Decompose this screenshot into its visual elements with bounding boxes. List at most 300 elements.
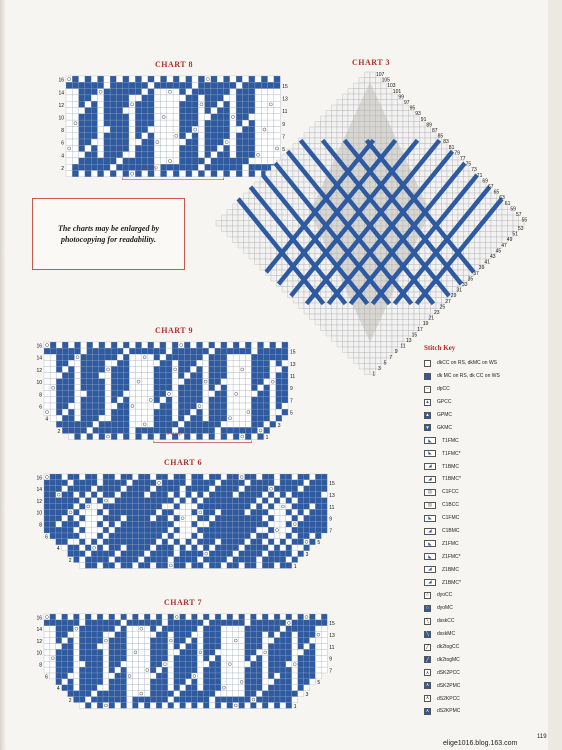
repeat-bracket [123, 178, 224, 180]
chart-cell [68, 373, 74, 379]
chart-cell [315, 515, 321, 521]
chart-cell [280, 504, 286, 510]
chart-cell [321, 509, 327, 515]
chart-cell [79, 673, 85, 679]
chart-cell [167, 89, 173, 95]
chart-cell [174, 515, 180, 521]
chart-cell [174, 527, 180, 533]
chart-cell [117, 397, 123, 403]
row-number-right: 15 [290, 349, 296, 356]
chart-cell [136, 342, 142, 348]
chart-3-row-number: 69 [482, 178, 488, 185]
chart-cell [274, 638, 280, 644]
chart-cell [172, 403, 178, 409]
chart-cell [50, 509, 56, 515]
chart-cell [85, 133, 91, 139]
chart-cell [258, 409, 264, 415]
chart-cell [215, 427, 221, 433]
chart-cell [162, 649, 168, 655]
chart-cell [178, 373, 184, 379]
chart-cell [91, 614, 97, 620]
chart-3-cell [337, 138, 343, 144]
chart-cell [79, 521, 85, 527]
chart-cell [154, 89, 160, 95]
chart-cell [56, 415, 62, 421]
chart-3-cell [343, 347, 349, 353]
chart-cell [180, 620, 186, 626]
chart-cell [186, 120, 192, 126]
chart-cell [168, 498, 174, 504]
chart-cell [156, 539, 162, 545]
chart-cell [215, 515, 221, 521]
chart-cell [192, 120, 198, 126]
chart-cell [215, 685, 221, 691]
row-number-right: 5 [282, 146, 285, 153]
chart-cell [99, 421, 105, 427]
chart-cell [186, 89, 192, 95]
chart-cell [197, 551, 203, 557]
chart-cell [256, 527, 262, 533]
row-number-right: 3 [277, 422, 281, 429]
chart-3-cell [398, 325, 404, 331]
chart-cell [304, 649, 310, 655]
chart-cell [186, 152, 192, 158]
chart-3-cell [420, 171, 426, 177]
chart-cell [286, 649, 292, 655]
chart-cell [298, 486, 304, 492]
chart-3-cell [299, 265, 305, 271]
chart-cell [123, 145, 129, 151]
chart-cell [315, 533, 321, 539]
chart-cell [85, 632, 91, 638]
chart-3-cell [392, 100, 398, 106]
chart-cell [161, 126, 167, 132]
chart-cell [68, 620, 74, 626]
chart-cell [268, 667, 274, 673]
row-number-right: 1 [265, 434, 269, 441]
chart-3-cell [332, 105, 338, 111]
chart-3-cell [304, 160, 310, 166]
chart-cell [282, 379, 288, 385]
chart-3-cell [414, 309, 420, 315]
chart-cell [68, 614, 74, 620]
chart-cell [74, 673, 80, 679]
chart-cell [203, 679, 209, 685]
chart-cell [56, 509, 62, 515]
chart-cell [245, 661, 251, 667]
white-square-icon [424, 360, 431, 367]
chart-cell [56, 354, 62, 360]
chart-cell [190, 373, 196, 379]
chart-cell [129, 348, 135, 354]
chart-cell [105, 403, 111, 409]
chart-cell [138, 539, 144, 545]
chart-cell [62, 366, 68, 372]
chart-cell [179, 82, 185, 88]
chart-cell [156, 638, 162, 644]
chart-cell [144, 673, 150, 679]
chart-3-row-number: 49 [506, 237, 513, 244]
chart-cell [104, 152, 110, 158]
chart-3-cell [354, 325, 360, 331]
chart-cell [98, 133, 104, 139]
chart-cell [245, 342, 251, 348]
chart-cell [197, 427, 203, 433]
chart-cell [215, 620, 221, 626]
chart-cell [127, 644, 133, 650]
chart-3-cell [453, 215, 459, 221]
chart-cell [286, 563, 292, 569]
chart-cell [162, 614, 168, 620]
chart-cell [186, 527, 192, 533]
chart-cell [85, 667, 91, 673]
chart-3-cell [403, 320, 409, 326]
chart-cell [136, 385, 142, 391]
chart-cell [115, 697, 121, 703]
chart-cell [144, 545, 150, 551]
chart-cell [215, 691, 221, 697]
chart-cell [203, 691, 209, 697]
chart-cell [245, 480, 251, 486]
chart-cell [197, 504, 203, 510]
chart-cell [180, 644, 186, 650]
chart-3-cell [321, 292, 327, 298]
row-number-right: 5 [290, 410, 293, 417]
chart-cell [117, 434, 123, 440]
chart-cell [44, 409, 50, 415]
chart-3-cell [453, 182, 459, 188]
chart-3-cell [321, 127, 327, 133]
chart-cell [304, 667, 310, 673]
chart-cell [298, 655, 304, 661]
chart-3-cell [392, 336, 398, 342]
chart-cell [166, 391, 172, 397]
chart-cell [258, 427, 264, 433]
chart-cell [91, 697, 97, 703]
chart-3-cell [332, 122, 338, 128]
chart-cell [50, 632, 56, 638]
chart-cell [87, 385, 93, 391]
chart-3-row-number: 47 [501, 242, 507, 249]
chart-cell [215, 342, 221, 348]
chart-cell [197, 474, 203, 480]
chart-cell [209, 515, 215, 521]
chart-cell [115, 498, 121, 504]
chart-cell [97, 557, 103, 563]
chart-cell [274, 563, 280, 569]
chart-cell [79, 114, 85, 120]
chart-cell [221, 632, 227, 638]
chart-cell [186, 685, 192, 691]
chart-cell [205, 164, 211, 170]
chart-cell [203, 620, 209, 626]
chart-cell [174, 638, 180, 644]
row-number-right: 11 [329, 644, 335, 651]
chart-cell [138, 480, 144, 486]
chart-3-cell [475, 259, 481, 265]
chart-3-row-number: 31 [456, 287, 462, 294]
chart-cell [105, 379, 111, 385]
chart-cell [186, 171, 192, 177]
chart-cell [280, 614, 286, 620]
chart-3-cell [304, 188, 310, 194]
chart-cell [215, 703, 221, 709]
chart-cell [262, 498, 268, 504]
chart-3-row-number: 43 [490, 254, 496, 260]
chart-cell [186, 557, 192, 563]
chart-cell [75, 397, 81, 403]
chart-cell [44, 385, 50, 391]
chart-cell [221, 379, 227, 385]
chart-cell [123, 164, 129, 170]
chart-cell [103, 515, 109, 521]
chart-cell [321, 521, 327, 527]
chart-cell [127, 557, 133, 563]
chart-cell [205, 139, 211, 145]
chart-3-row-number: 17 [417, 326, 423, 333]
row-number-left: 4 [56, 686, 60, 693]
chart-3-cell [299, 155, 305, 161]
blue-square-icon [424, 373, 431, 380]
chart-cell [133, 632, 139, 638]
chart-cell [109, 563, 115, 569]
chart-cell [85, 655, 91, 661]
chart-cell [227, 480, 233, 486]
chart-cell [121, 492, 127, 498]
chart-cell [72, 133, 78, 139]
chart-cell [161, 95, 167, 101]
chart-cell [87, 403, 93, 409]
chart-3-row-number: 13 [406, 338, 412, 344]
chart-3-cell [299, 292, 305, 298]
chart-cell [167, 133, 173, 139]
chart-cell [97, 614, 103, 620]
chart-cell [168, 492, 174, 498]
chart-cell [133, 644, 139, 650]
chart-cell [192, 158, 198, 164]
chart-cell [298, 539, 304, 545]
chart-cell [298, 667, 304, 673]
chart-3-cell [359, 347, 365, 353]
stitch-key-label: dSK2PMC [437, 682, 461, 689]
stitch-key-item [424, 447, 544, 460]
chart-cell [154, 120, 160, 126]
chart-3-row-number: 79 [454, 150, 460, 157]
chart-cell [215, 397, 221, 403]
chart-cell [148, 427, 154, 433]
chart-3-cell [238, 237, 244, 243]
chart-cell [168, 533, 174, 539]
chart-cell [268, 551, 274, 557]
chart-cell [233, 434, 239, 440]
chart-cell [87, 342, 93, 348]
chart-cell [123, 82, 129, 88]
chart-cell [142, 397, 148, 403]
chart-cell [85, 95, 91, 101]
chart-cell [156, 492, 162, 498]
chart-cell [215, 638, 221, 644]
chart-cell [190, 348, 196, 354]
chart-cell [56, 649, 62, 655]
chart-cell [286, 486, 292, 492]
chart-cell [172, 354, 178, 360]
chart-3-cell [403, 314, 409, 320]
chart-cell [245, 373, 251, 379]
chart-cell [129, 385, 135, 391]
chart-cell [215, 632, 221, 638]
chart-cell [150, 679, 156, 685]
chart-cell [116, 126, 122, 132]
chart-cell [97, 533, 103, 539]
chart-cell [85, 171, 91, 177]
chart-cell [209, 397, 215, 403]
chart-cell [203, 644, 209, 650]
chart-cell [310, 614, 316, 620]
chart-cell [79, 89, 85, 95]
chart-cell [262, 614, 268, 620]
chart-cell [79, 120, 85, 126]
chart-cell [276, 373, 282, 379]
chart-cell [233, 397, 239, 403]
chart-cell [115, 638, 121, 644]
chart-cell [109, 480, 115, 486]
chart-cell [174, 545, 180, 551]
chart-cell [161, 171, 167, 177]
chart-3-cell [244, 232, 250, 238]
chart-cell [197, 533, 203, 539]
chart-cell [79, 557, 85, 563]
chart-cell [115, 527, 121, 533]
chart-3-cell [414, 133, 420, 139]
chart-cell [198, 114, 204, 120]
chart-cell [148, 120, 154, 126]
chart-cell [68, 366, 74, 372]
chart-cell [127, 667, 133, 673]
chart-cell [85, 145, 91, 151]
chart-cell [104, 101, 110, 107]
chart-cell [298, 474, 304, 480]
chart-cell [197, 614, 203, 620]
chart-cell [97, 515, 103, 521]
chart-cell [116, 133, 122, 139]
chart-cell [209, 521, 215, 527]
chart-cell [251, 667, 257, 673]
chart-cell [258, 385, 264, 391]
chart-cell [233, 563, 239, 569]
chart-cell [190, 415, 196, 421]
chart-cell [66, 152, 72, 158]
chart-cell [268, 685, 274, 691]
chart-cell [251, 366, 257, 372]
chart-cell [251, 427, 257, 433]
chart-cell [286, 697, 292, 703]
chart-cell [197, 397, 203, 403]
chart-cell [138, 685, 144, 691]
chart-cell [173, 76, 179, 82]
chart-cell [160, 391, 166, 397]
chart-cell [161, 120, 167, 126]
chart-cell [121, 661, 127, 667]
chart-cell [79, 614, 85, 620]
chart-cell [227, 397, 233, 403]
chart-cell [129, 415, 135, 421]
chart-cell [227, 691, 233, 697]
chart-cell [227, 632, 233, 638]
chart-cell [321, 638, 327, 644]
chart-cell [160, 415, 166, 421]
chart-cell [304, 480, 310, 486]
chart-3-cell [359, 89, 365, 95]
chart-cell [115, 655, 121, 661]
chart-cell [192, 667, 198, 673]
chart-cell [233, 409, 239, 415]
chart-3-cell [475, 237, 481, 243]
chart-8-title: CHART 8 [155, 60, 193, 69]
chart-cell [168, 557, 174, 563]
chart-3-cell [403, 116, 409, 122]
chart-cell [310, 521, 316, 527]
chart-cell [239, 421, 245, 427]
cable-left-icon: ◣ [424, 437, 436, 444]
chart-cell [251, 342, 257, 348]
chart-cell [62, 486, 68, 492]
chart-3-cell [409, 325, 415, 331]
chart-3-row-number: 95 [409, 105, 416, 112]
chart-cell [150, 539, 156, 545]
chart-cell [198, 95, 204, 101]
chart-cell [251, 655, 257, 661]
chart-cell [245, 366, 251, 372]
chart-cell [129, 139, 135, 145]
chart-3-cell [233, 221, 239, 227]
chart-cell [221, 703, 227, 709]
chart-cell [133, 557, 139, 563]
chart-cell [81, 379, 87, 385]
chart-cell [221, 434, 227, 440]
chart-3-cell [447, 193, 453, 199]
chart-cell [93, 421, 99, 427]
chart-3-cell [420, 133, 426, 139]
chart-cell [97, 498, 103, 504]
cable-cc-icon: ▨ [424, 502, 436, 509]
chart-cell [205, 152, 211, 158]
chart-cell [227, 521, 233, 527]
chart-cell [44, 348, 50, 354]
chart-3-cell [260, 182, 266, 188]
chart-cell [115, 685, 121, 691]
chart-3-cell [249, 237, 255, 243]
chart-cell [179, 101, 185, 107]
chart-cell [245, 685, 251, 691]
chart-3-cell [453, 160, 459, 166]
chart-cell [192, 649, 198, 655]
chart-cell [136, 354, 142, 360]
chart-cell [270, 409, 276, 415]
chart-cell [79, 145, 85, 151]
chart-cell [93, 360, 99, 366]
chart-cell [91, 498, 97, 504]
stitch-key-item [424, 460, 544, 473]
chart-cell [50, 515, 56, 521]
chart-cell [72, 139, 78, 145]
chart-cell [156, 551, 162, 557]
chart-cell [138, 486, 144, 492]
chart-cell [110, 152, 116, 158]
chart-3-cell [376, 347, 382, 353]
chart-3-cell [315, 248, 321, 254]
chart-cell [304, 492, 310, 498]
chart-cell [221, 409, 227, 415]
